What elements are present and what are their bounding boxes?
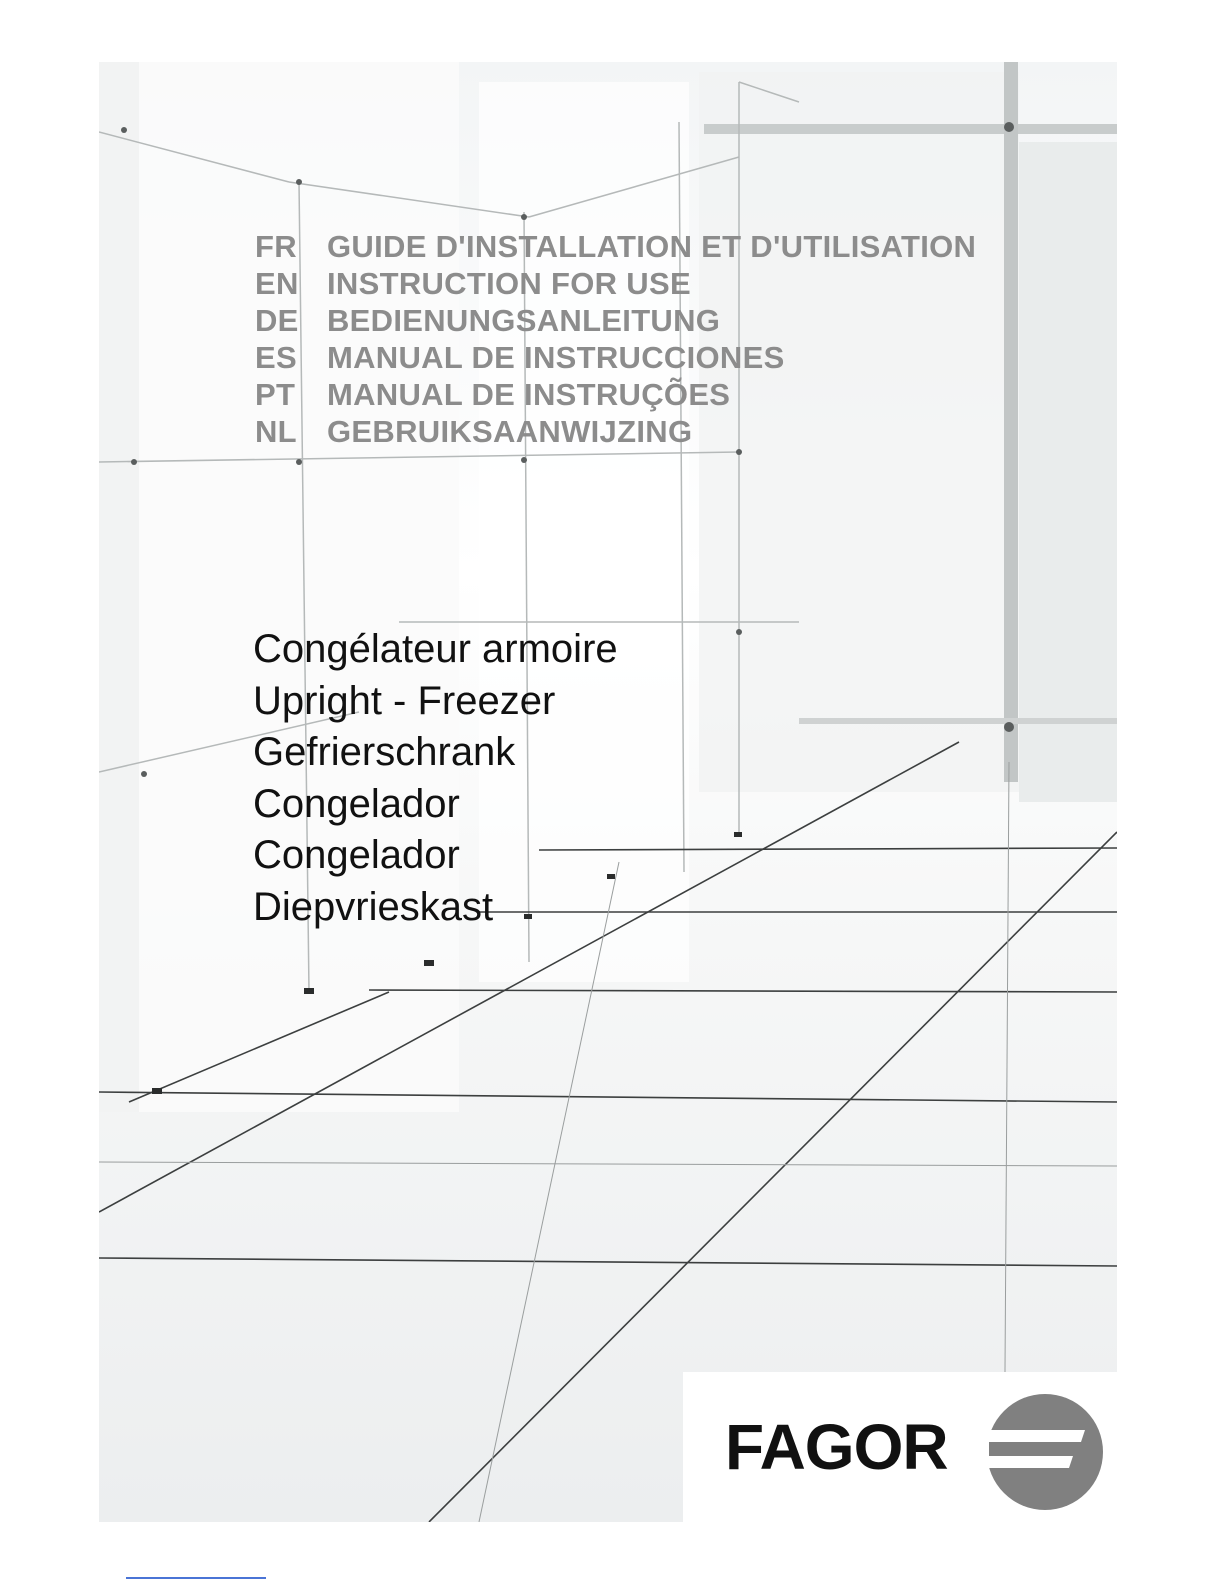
product-name-fr: Congélateur armoire — [253, 627, 618, 671]
language-row-fr — [255, 228, 976, 265]
language-list — [255, 228, 976, 450]
product-name-pt: Congelador — [253, 833, 460, 877]
language-code: DE — [255, 303, 299, 338]
language-row-nl — [255, 413, 976, 450]
language-title: MANUAL DE INSTRUÇÕES — [327, 377, 731, 412]
product-name-nl: Diepvrieskast — [253, 884, 494, 929]
cover-page — [99, 62, 1117, 1522]
language-title: INSTRUCTION FOR USE — [327, 266, 691, 301]
language-title: GEBRUIKSAANWIJZING — [327, 414, 693, 449]
fagor-logo-icon — [985, 1392, 1105, 1512]
language-row-pt — [255, 376, 976, 413]
brand-name: FAGOR — [725, 1411, 948, 1483]
bottom-link-underline — [126, 1577, 266, 1579]
language-code: PT — [255, 377, 296, 412]
language-row-de — [255, 302, 976, 339]
product-name-es: Congelador — [253, 781, 460, 826]
product-name-de: Gefrierschrank — [253, 730, 516, 774]
language-code: EN — [255, 266, 299, 301]
product-name-list — [253, 624, 618, 933]
language-row-en — [255, 265, 976, 302]
language-title: GUIDE D'INSTALLATION ET D'UTILISATION — [327, 229, 977, 264]
brand-panel — [683, 1372, 1117, 1522]
language-code: FR — [255, 229, 297, 264]
product-name-en: Upright - Freezer — [253, 678, 556, 723]
language-row-es — [255, 339, 976, 376]
language-title: MANUAL DE INSTRUCCIONES — [327, 340, 785, 375]
language-code: NL — [255, 414, 297, 449]
language-code: ES — [255, 340, 297, 375]
language-title: BEDIENUNGSANLEITUNG — [327, 303, 721, 338]
